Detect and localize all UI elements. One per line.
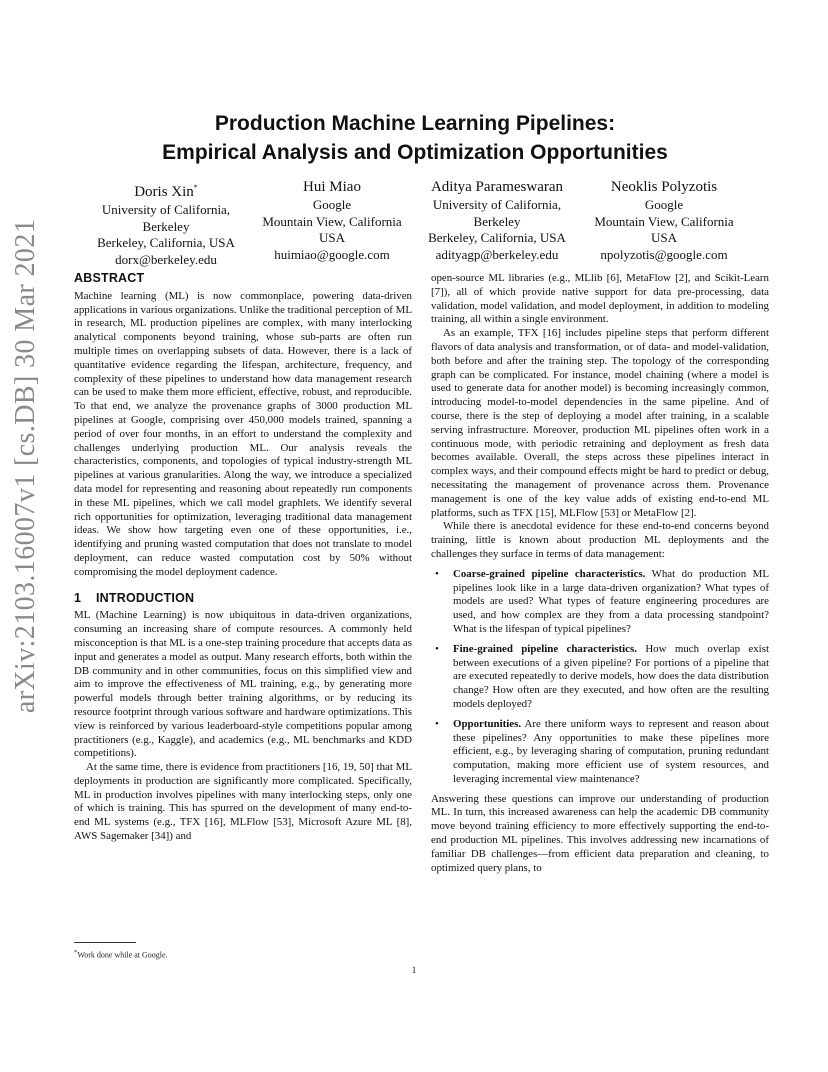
footnote-mark: *: [74, 949, 78, 956]
author-location: Mountain View, California: [594, 213, 734, 229]
list-item-text: Are there uniform ways to represent and reason about these pipelines? Any opportunities to make these pipelines more efficient, e.g., by leveraging sharing of computation, pruning redundant computation, making more efficient use of system resources, and leveraging incremental view maintenance?: [453, 717, 769, 785]
bullet-icon: •: [435, 642, 439, 655]
left-column: [74, 272, 412, 844]
author-affiliation-2: Berkeley: [142, 218, 190, 234]
author-name: Neoklis Polyzotis: [610, 179, 718, 195]
body-paragraph-4: Answering these questions can improve our understanding of production ML. In turn, this increased awareness can help the academic DB community move beyond training efficiency to more effectively supporting the end-to-end production ML pipelines. This involves addressing new incarnations of familiar DB challenges—from efficient data preparation and cleaning, to optimized query plans, to: [431, 792, 769, 874]
author-affiliation: University of California,: [101, 202, 231, 217]
list-item-text: How much overlap exist between executions of a given pipeline? For portions of a pipeline that are executed repeatedly to derive models, how does the data distribution change? How often are they executed, and how often are the resulting models deployed?: [453, 642, 769, 710]
title-line-1: Production Machine Learning Pipelines:: [214, 112, 616, 135]
arxiv-identifier: arXiv:2103.16007v1 [cs.DB] 30 Mar 2021: [10, 218, 41, 714]
body-paragraph-3: While there is anecdotal evidence for these end-to-end concerns beyond training, little is known about production ML deployments and the challenges they surface in terms of data management:: [431, 520, 769, 560]
list-item-label: Fine-grained pipeline characteristics.: [453, 642, 637, 655]
author-email: dorx@berkeley.edu: [115, 251, 217, 267]
author-location: Berkeley, California, USA: [97, 235, 235, 250]
right-column: [431, 272, 769, 875]
section-number: 1: [74, 590, 82, 605]
abstract-text: Machine learning (ML) is now commonplace, powering data-driven applications in various organizations. Unlike the traditional perception of ML in research, ML production pipelines are complex, with many interlocking analytical components beyond training, whose sub-parts are often run multiple times on overlapping subsets of data. However, there is a lack of quantitative evidence regarding the lifespan, architecture, frequency, and complexity of these pipelines to understand how data management research can be used to make them more efficient, effective, robust, and reproducible. To that end, we analyze the provenance graphs of 3000 production ML pipelines at Google, comprising over 450,000 models trained, spanning a period of over four months, in an effort to understand the complexity and challenges underlying production ML. Our analysis reveals the characteristics, components, and topologies of typical industry-strength ML pipelines at various granularities. Along the way, we introduce a specialized data model for representing and reasoning about repeatedly run components in these ML pipelines, which we call model graphlets. We identify several rich opportunities for optimization, leveraging traditional data management ideas. We show how targeting even one of these opportunities, i.e., identifying and pruning wasted computation that does not translate to model deployment, can reduce wasted computation cost by 50% without compromising the model deployment cadence.: [74, 289, 412, 578]
intro-paragraph-1: ML (Machine Learning) is now ubiquitous in data-driven organizations, consuming an increasing share of compute resources. A commonly held misconception is that ML is a one-step training procedure that accepts data as input and generates a model as output. Many research efforts, both within the DB community and in other communities, focus on this simplified view and aim to improve the effectiveness of ML training, e.g., by generating more powerful models through better training algorithms, or by reducing its resource footprint through various software and hardware optimizations. This view is reinforced by various leaderboard-style competitions popular among practitioners (e.g., Kaggle), and academics (e.g., ML benchmarks and KDD competitions).: [74, 609, 412, 760]
list-item: [431, 718, 769, 787]
section-heading: [74, 592, 412, 606]
author-location-2: USA: [318, 230, 345, 245]
page-number: 1: [411, 965, 417, 975]
paper-title: [60, 109, 770, 167]
intro-paragraph-2: At the same time, there is evidence from practitioners [16, 19, 50] that ML deployments in production are significantly more complicated. Specifically, ML in production involves pipelines with many interlocking steps, only one of which is training. This has spurred on the development of many end-to-end ML systems (e.g., TFX [16], MLFlow [53], Microsoft Azure ML [8], AWS Sagemaker [34]) and: [74, 761, 412, 843]
author-email: npolyzotis@google.com: [600, 246, 728, 262]
title-line-2: Empirical Analysis and Optimization Opportunities: [162, 141, 668, 164]
author-location: Berkeley, California, USA: [428, 230, 566, 245]
body-paragraph-1: open-source ML libraries (e.g., MLlib [6], MetaFlow [2], and Scikit-Learn [7]), all of which provide native support for data pre-processing, data validation, model validation, and model deployment, in addition to modeling training, all within a single environment.: [431, 272, 769, 326]
bullet-icon: •: [435, 717, 439, 730]
author-name: Doris Xin: [134, 184, 194, 200]
list-item: [431, 568, 769, 637]
list-item-label: Opportunities.: [453, 717, 522, 730]
author-affiliation: University of California,: [432, 197, 562, 212]
author-4: [572, 178, 756, 263]
author-affiliation: Google: [312, 197, 352, 212]
abstract-heading: ABSTRACT: [74, 271, 145, 285]
bullet-icon: •: [435, 567, 439, 580]
list-item: [431, 643, 769, 712]
author-1: [74, 178, 258, 268]
author-email: adityagp@berkeley.edu: [435, 246, 559, 262]
author-location: Mountain View, California: [262, 213, 402, 229]
author-3: [405, 178, 589, 263]
section-title: INTRODUCTION: [96, 590, 195, 605]
author-2: [240, 178, 424, 263]
author-name: Hui Miao: [303, 179, 361, 195]
author-location-2: USA: [650, 230, 677, 245]
list-item-text: What do production ML pipelines look like in a large data-driven organization? What types of models are used? What types of feature engineering procedures are used, and how complex are they from a data processing standpoint? What is the lifespan of typical pipelines?: [453, 567, 769, 635]
author-block: [74, 178, 768, 268]
footnote-divider: [74, 942, 136, 943]
arxiv-stamp: [0, 0, 52, 1072]
author-affiliation-2: Berkeley: [473, 213, 521, 229]
author-footnote-mark: *: [193, 183, 198, 192]
body-paragraph-2: As an example, TFX [16] includes pipeline steps that perform different flavors of data analysis and transformation, or of data- and model-validation, both before and after the training step. The topology of the corresponding graph can be complicated. For instance, model chaining (where a model is used to generate data for another model) is becoming increasingly common, introducing model-to-model dependencies in the same pipeline. And of course, there is the step of deploying a model after training, in a scalable serving infrastructure. Moreover, production ML pipelines often work in a continuous mode, with periodic retraining and deployment as fresh data becomes available. Overall, the steps across these pipelines interact in complex ways, and their compound effects might be hard to predict or debug, necessitating the management of provenance across them. Provenance management is one of the key value adds of existing end-to-end ML platforms, such as TFX [15], MLFlow [53] or MetaFlow [2].: [431, 327, 769, 519]
author-affiliation: Google: [644, 197, 684, 212]
list-item-label: Coarse-grained pipeline characteristics.: [453, 567, 646, 580]
author-email: huimiao@google.com: [274, 246, 390, 262]
footnote-text: Work done while at Google.: [77, 950, 168, 960]
author-name: Aditya Parameswaran: [430, 179, 564, 195]
question-list: [431, 568, 769, 787]
footnote: [74, 949, 168, 960]
